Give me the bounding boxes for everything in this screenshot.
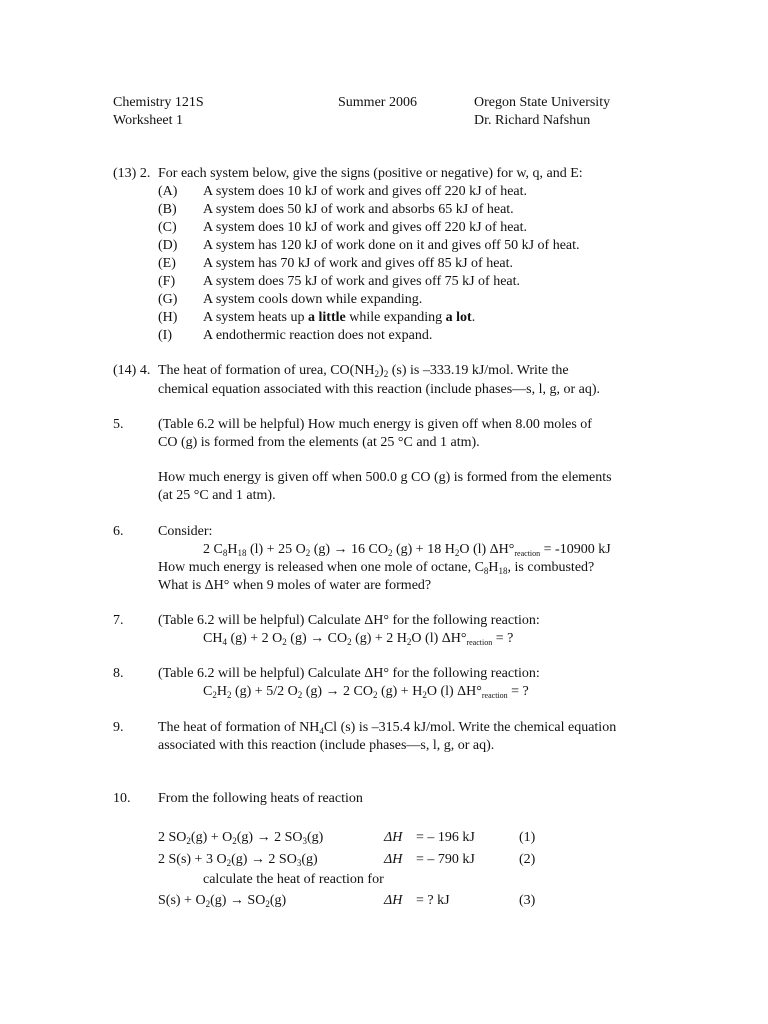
q2-item-letter: (G) xyxy=(158,292,178,307)
course-name: Chemistry 121S xyxy=(113,95,204,110)
q7-line1: (Table 6.2 will be helpful) Calculate ΔH° for the following reaction: xyxy=(158,613,540,628)
subscript: 3 xyxy=(296,858,302,868)
q2-h-bold-little: a little xyxy=(308,310,346,325)
subscript: 2 xyxy=(406,637,412,647)
eq-text: (g) → CO xyxy=(286,631,348,646)
q10-eq3-delta-h: ΔH xyxy=(384,893,403,908)
eq-text: (g) → 16 CO xyxy=(310,542,388,557)
q10-eq1-value: = – 196 kJ xyxy=(416,830,475,845)
q7-equation xyxy=(203,630,513,648)
subscript: 8 xyxy=(483,566,489,576)
q10-eq3-tag: (3) xyxy=(519,893,536,908)
subscript: 2 xyxy=(282,637,287,647)
subscript: 4 xyxy=(319,726,324,736)
eq-text: (g) xyxy=(306,830,324,845)
eq-text: = ? xyxy=(507,684,529,699)
eq-text: (g) + H xyxy=(377,684,423,699)
q2-prompt: For each system below, give the signs (positive or negative) for w, q, and E: xyxy=(158,166,583,181)
eq-text: O (l) ΔH° xyxy=(426,684,482,699)
q5-line3: How much energy is given off when 500.0 g CO (g) is formed from the elements xyxy=(158,470,612,485)
subscript: 2 xyxy=(305,548,311,558)
eq-text: C xyxy=(203,684,213,699)
q4-number: (14) 4. xyxy=(113,363,151,378)
q2-item-text: A endothermic reaction does not expand. xyxy=(203,328,433,343)
q9-text: Cl (s) is –315.4 kJ/mol. Write the chemical equation xyxy=(323,720,617,735)
q4-line2: chemical equation associated with this reaction (include phases—s, l, g, or aq). xyxy=(158,382,601,397)
subscript: 2 xyxy=(383,369,389,379)
q2-item-letter: (C) xyxy=(158,220,177,235)
eq-text: S(s) + O xyxy=(158,893,206,908)
eq-text: (g) + O xyxy=(190,830,233,845)
q4-text: (s) is –333.19 kJ/mol. Write the xyxy=(388,363,569,378)
q10-eq1 xyxy=(158,829,323,847)
subscript-reaction: reaction xyxy=(466,638,493,647)
q6-equation xyxy=(203,541,611,559)
eq-text: O (l) ΔH° xyxy=(459,542,515,557)
q2-item-text: A system does 75 kJ of work and gives off 75 kJ of heat. xyxy=(203,274,521,289)
subscript: 4 xyxy=(222,637,227,647)
q6-consider: Consider: xyxy=(158,524,213,539)
q10-calc-label: calculate the heat of reaction for xyxy=(203,872,384,887)
q2-item-text: A system does 50 kJ of work and absorbs 65 kJ of heat. xyxy=(203,202,514,217)
eq-text: CH xyxy=(203,631,223,646)
subscript: 3 xyxy=(302,836,307,846)
q6-line2 xyxy=(158,559,594,577)
q9-line1 xyxy=(158,719,616,737)
eq-text: (g) xyxy=(301,852,318,867)
eq-text: (l) + 25 O xyxy=(246,542,306,557)
instructor: Dr. Richard Nafshun xyxy=(474,113,591,128)
q10-intro: From the following heats of reaction xyxy=(158,791,363,806)
q4-line1 xyxy=(158,362,569,380)
eq-text: (g) xyxy=(269,893,287,908)
eq-text: = -10900 kJ xyxy=(540,542,611,557)
subscript: 2 xyxy=(372,690,378,700)
q6-text: How much energy is released when one mole of octane, C xyxy=(158,560,484,575)
q6-number: 6. xyxy=(113,524,124,539)
subscript: 2 xyxy=(454,548,460,558)
eq-text: 2 SO xyxy=(158,830,187,845)
q10-eq2 xyxy=(158,851,318,869)
subscript: 2 xyxy=(226,858,232,868)
q5-line2: CO (g) is formed from the elements (at 25 °C and 1 atm). xyxy=(158,435,480,450)
subscript: 2 xyxy=(226,690,232,700)
eq-text: (g) + 2 O xyxy=(226,631,283,646)
term: Summer 2006 xyxy=(338,95,417,110)
q2-item-letter: (H) xyxy=(158,310,178,325)
q8-equation xyxy=(203,683,529,701)
q5-line1: (Table 6.2 will be helpful) How much energy is given off when 8.00 moles of xyxy=(158,417,592,432)
q2-h-text: . xyxy=(471,310,476,325)
q7-number: 7. xyxy=(113,613,124,628)
q4-text: ) xyxy=(379,363,384,378)
q9-line2: associated with this reaction (include phases—s, l, g, or aq). xyxy=(158,738,495,753)
subscript-reaction: reaction xyxy=(514,549,541,558)
q2-item-letter: (I) xyxy=(158,328,172,343)
subscript: 2 xyxy=(422,690,427,700)
q4-text: The heat of formation of urea, CO(NH xyxy=(158,363,375,378)
q9-number: 9. xyxy=(113,720,124,735)
eq-text: (g) → 2 CO xyxy=(302,684,373,699)
eq-text: O (l) ΔH° xyxy=(411,631,467,646)
subscript: 18 xyxy=(498,566,508,576)
subscript: 8 xyxy=(222,548,228,558)
worksheet-title: Worksheet 1 xyxy=(113,113,184,128)
q10-eq1-tag: (1) xyxy=(519,830,536,845)
eq-text: (g) → SO xyxy=(210,893,266,908)
eq-text: (g) + 5/2 O xyxy=(231,684,298,699)
eq-text: H xyxy=(216,684,227,699)
q10-eq2-value: = – 790 kJ xyxy=(416,852,475,867)
q10-eq3 xyxy=(158,892,286,910)
university: Oregon State University xyxy=(474,95,611,110)
eq-text: 2 S(s) + 3 O xyxy=(158,852,227,867)
subscript: 2 xyxy=(212,690,217,700)
q10-eq2-tag: (2) xyxy=(519,852,536,867)
eq-text: (g) → 2 SO xyxy=(231,852,297,867)
subscript: 2 xyxy=(205,899,211,909)
q2-item-text xyxy=(203,309,475,327)
q6-text: H xyxy=(488,560,499,575)
eq-text: = ? xyxy=(492,631,514,646)
q2-item-text: A system has 70 kJ of work and gives off 85 kJ of heat. xyxy=(203,256,514,271)
q6-text: , is combusted? xyxy=(507,560,595,575)
q2-item-text: A system has 120 kJ of work done on it and gives off 50 kJ of heat. xyxy=(203,238,580,253)
q2-item-letter: (E) xyxy=(158,256,176,271)
subscript: 2 xyxy=(232,836,237,846)
eq-text: (g) + 2 H xyxy=(351,631,407,646)
eq-text: (g) + 18 H xyxy=(392,542,455,557)
subscript: 2 xyxy=(265,899,270,909)
q9-text: The heat of formation of NH xyxy=(158,720,320,735)
subscript: 2 xyxy=(374,369,380,379)
subscript: 2 xyxy=(347,637,352,647)
q2-item-letter: (D) xyxy=(158,238,178,253)
subscript: 18 xyxy=(237,548,247,558)
q2-item-letter: (B) xyxy=(158,202,177,217)
q8-line1: (Table 6.2 will be helpful) Calculate ΔH° for the following reaction: xyxy=(158,666,540,681)
q2-number: (13) 2. xyxy=(113,166,151,181)
q10-eq1-delta-h: ΔH xyxy=(384,830,403,845)
q2-item-text: A system cools down while expanding. xyxy=(203,292,423,307)
q2-h-text: while expanding xyxy=(345,310,446,325)
q2-item-letter: (F) xyxy=(158,274,176,289)
q8-number: 8. xyxy=(113,666,124,681)
q2-h-text: A system heats up xyxy=(203,310,308,325)
q2-item-letter: (A) xyxy=(158,184,178,199)
eq-text: (g) → 2 SO xyxy=(236,830,303,845)
eq-text: H xyxy=(227,542,238,557)
q2-h-bold-lot: a lot xyxy=(445,310,472,325)
q10-eq2-delta-h: ΔH xyxy=(384,852,403,867)
q2-item-text: A system does 10 kJ of work and gives off 220 kJ of heat. xyxy=(203,220,528,235)
q6-line3: What is ΔH° when 9 moles of water are formed? xyxy=(158,578,432,593)
q5-line4: (at 25 °C and 1 atm). xyxy=(158,488,276,503)
q10-number: 10. xyxy=(113,791,131,806)
subscript: 2 xyxy=(186,836,191,846)
subscript: 2 xyxy=(297,690,303,700)
eq-text: 2 C xyxy=(203,542,223,557)
q2-item-text: A system does 10 kJ of work and gives off 220 kJ of heat. xyxy=(203,184,528,199)
subscript-reaction: reaction xyxy=(481,691,508,700)
subscript: 2 xyxy=(387,548,393,558)
q5-number: 5. xyxy=(113,417,124,432)
q10-eq3-value: = ? kJ xyxy=(416,893,450,908)
